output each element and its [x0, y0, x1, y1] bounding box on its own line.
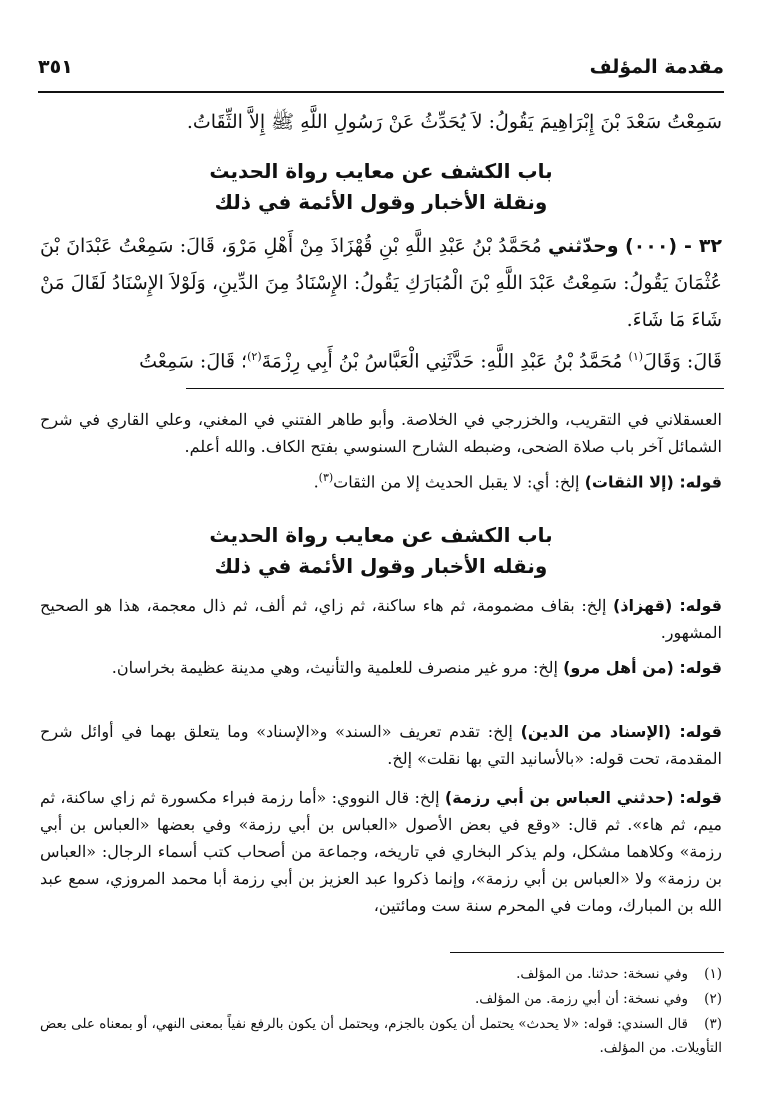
header-rule	[38, 91, 724, 93]
matn-line: سَمِعْتُ سَعْدَ بْنَ إِبْرَاهِيمَ يَقُولُ: لاَ يُحَدِّثُ عَنْ رَسُولِ اللَّهِ ﷺ إِلاَّ الثِّقَاتُ.	[186, 111, 722, 133]
chapter-heading-line1: باب الكشف عن معايب رواة الحديث	[209, 159, 553, 183]
matn-fragment: مُحَمَّدُ بْنُ عَبْدِ اللَّهِ: حَدَّثَنِي الْعَبَّاسُ بْنُ أَبِي رِزْمَةَ	[261, 350, 629, 373]
footnote-item	[40, 962, 722, 986]
footnote-ref-3: (٣)	[318, 471, 334, 484]
page-header	[38, 56, 724, 90]
page-number: ٣٥١	[38, 56, 73, 78]
comment-text: إلخ: مرو غير منصرف للعلمية والتأنيث، وهي مدينة عظيمة بخراسان.	[111, 658, 564, 677]
comment-label: قوله: (الإسناد من الدين)	[520, 722, 723, 741]
footnote-ref-1: (١)	[628, 350, 644, 363]
footnote-item	[40, 1012, 722, 1060]
footnote-text: وفي نسخة: حدثنا. من المؤلف.	[516, 966, 688, 982]
running-title: مقدمة المؤلف	[589, 56, 724, 78]
hadith-paragraph	[40, 228, 722, 339]
comment-label: قوله: (حدثني العباس بن أبي رزمة)	[444, 788, 722, 807]
matn-fragment: ؛ قَالَ: سَمِعْتُ	[139, 350, 248, 373]
comment-text: إلخ: بقاف مضمومة، ثم هاء ساكنة، ثم زاي، ثم ألف، ثم ذال معجمة، هذا هو الصحيح المشهور.	[40, 596, 722, 642]
footnote-text: وفي نسخة: أن أبي رزمة. من المؤلف.	[474, 991, 688, 1007]
sharh-paragraph: العسقلاني في التقريب، والخزرجي في الخلاصة. وأبو طاهر الفتني في المغني، وعلي القاري في شرح الشمائل آخر باب صلاة الضحى، وضبطه الشارح السنوسي بفتح الكاف. والله أعلم.	[40, 410, 722, 456]
chapter-heading-line2: ونقلة الأخبار وقول الأئمة في ذلك	[214, 190, 548, 214]
hadith-text: مُحَمَّدُ بْنُ عَبْدِ اللَّهِ بْنِ قُهْزَاذَ مِنْ أَهْلِ مَرْوَ، قَالَ: سَمِعْتُ عَبْدَانَ بْنَ عُثْمَانَ يَقُولُ: سَمِعْتُ عَبْدَ اللَّهِ بْنَ الْمُبَارَكِ يَقُولُ: الإِسْنَادُ مِنَ الدِّينِ، وَلَوْلاَ الإِسْنَادُ لَقَالَ مَنْ شَاءَ مَا شَاءَ.	[40, 235, 722, 331]
hadith-number: ٣٢ - (٠٠٠)	[624, 235, 723, 257]
hadith-lead: وحدّثني	[548, 235, 619, 257]
sharh-paragraph	[40, 464, 722, 495]
chapter-heading-line1: باب الكشف عن معايب رواة الحديث	[209, 523, 553, 547]
comment-label: قوله: (من أهل مرو)	[563, 658, 722, 677]
footnote-number: (٣)	[704, 1016, 722, 1032]
sharh-paragraph	[40, 592, 722, 646]
chapter-heading	[40, 156, 722, 218]
comment-label: قوله: (إلا الثقات)	[584, 472, 722, 492]
sharh-paragraph	[40, 654, 722, 681]
sharh-paragraph	[40, 784, 722, 919]
comment-text: .	[313, 472, 319, 492]
chapter-heading	[40, 520, 722, 582]
footnote-ref-2: (٢)	[247, 350, 262, 363]
matn-fragment: قَالَ: وَقَالَ	[643, 350, 722, 373]
matn-sharh-separator	[186, 388, 724, 389]
matn-line-continued	[40, 338, 722, 380]
sharh-paragraph	[40, 718, 722, 772]
footnote-text: قال السندي: قوله: «لا يحدث» يحتمل أن يكون بالجزم، ويحتمل أن يكون بالرفع نفياً بمعنى النهي، أو بمعناه على بعض التأويلات. من المؤلف.	[40, 1016, 722, 1056]
comment-label: قوله: (قهزاذ)	[613, 596, 723, 615]
footnote-separator	[450, 952, 724, 953]
comment-text: إلخ: تقدم تعريف «السند» و«الإسناد» وما يتعلق بهما في أوائل شرح المقدمة، تحت قوله: «بالأسانيد التي بها نقلت» إلخ.	[40, 722, 722, 768]
footnote-item	[40, 987, 722, 1011]
comment-text: إلخ: أي: لا يقبل الحديث إلا من الثقات	[333, 472, 585, 492]
footnote-number: (٢)	[704, 991, 722, 1007]
footnote-number: (١)	[704, 966, 722, 982]
chapter-heading-line2: ونقله الأخبار وقول الأئمة في ذلك	[214, 554, 548, 578]
comment-text: إلخ: قال النووي: «أما رزمة فبراء مكسورة ثم زاي ساكنة، ثم ميم، ثم هاء». ثم قال: «وقع في بعض الأصول «العباس بن أبي رزمة» وفي بعضها «العباس بن أبي رزمة» وكلاهما مشكل، ولم يذكر البخاري في تاريخه، وجماعة من أصحاب كتب أسماء الرجال: «العباس بن رزمة» ولا «العباس بن أبي رزمة»، وإنما ذكروا عبد العزيز بن أبي رزمة أبا محمد المروزي، سمع عبد الله بن المبارك، ومات في المحرم سنة ست ومائتين،	[40, 788, 722, 915]
